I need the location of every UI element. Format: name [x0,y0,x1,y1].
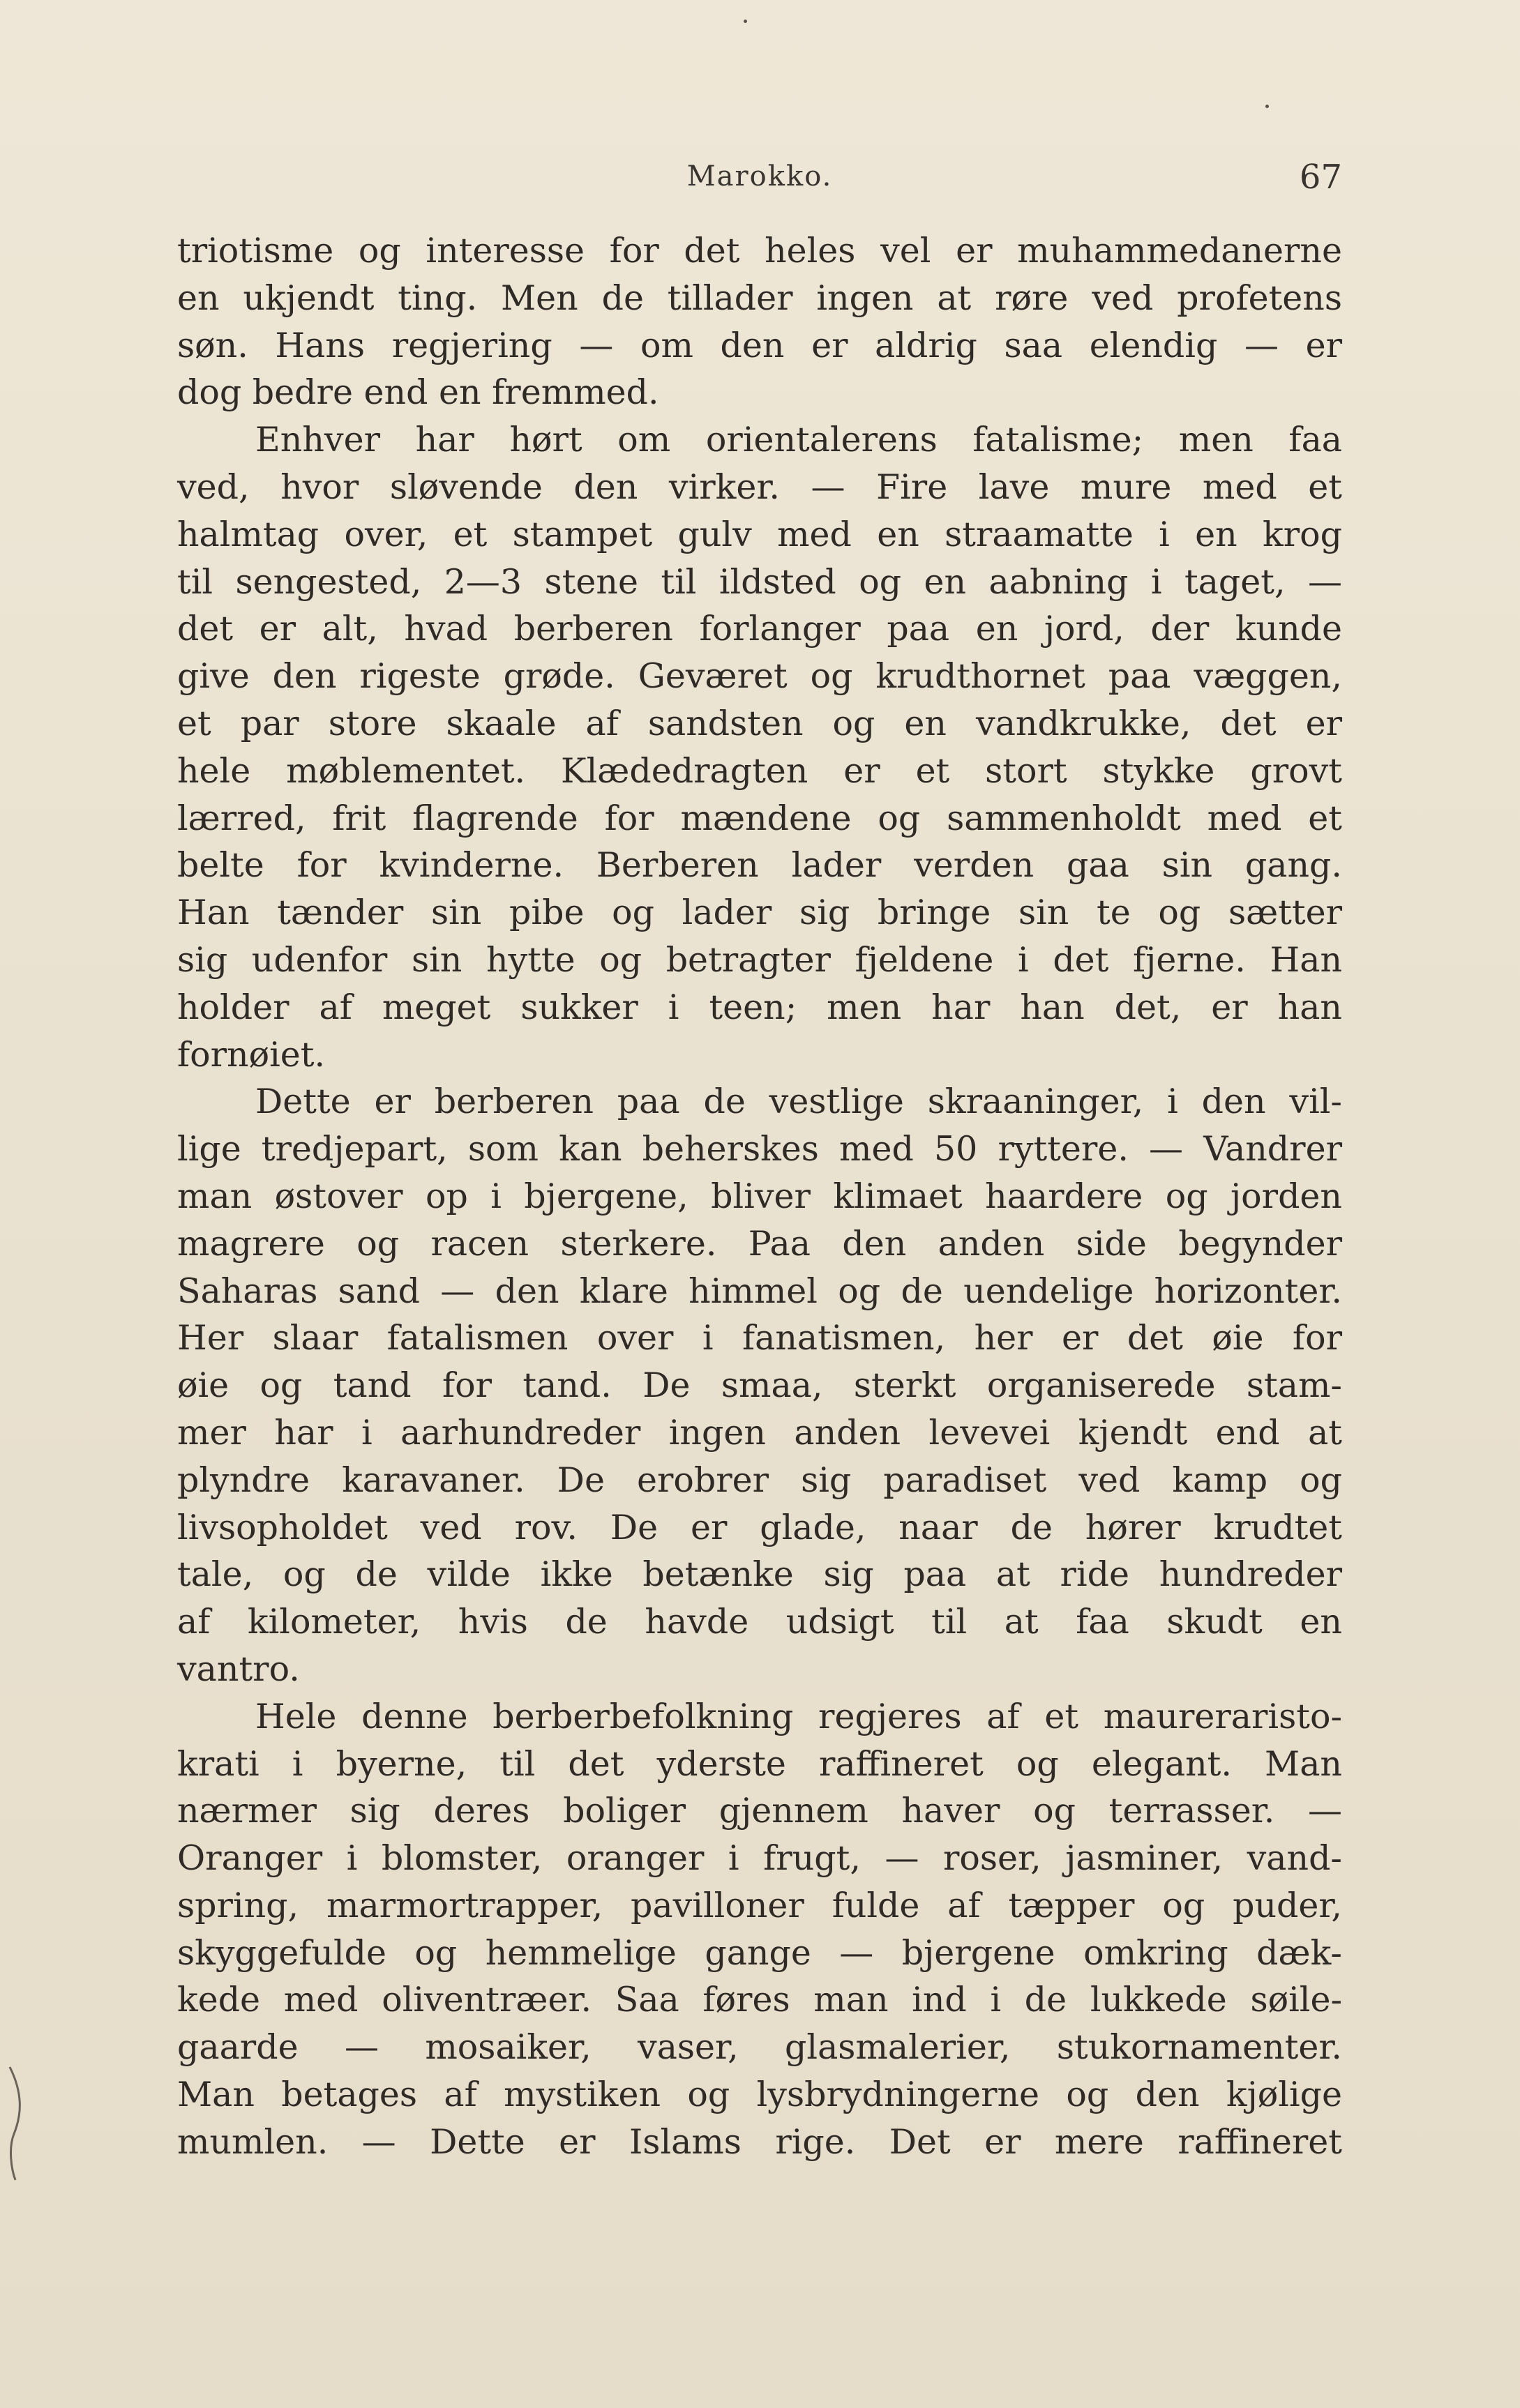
text-line: dog bedre end en fremmed. [177,372,659,413]
text-line: holder af meget sukker i teen; men har han det, er han [177,987,1342,1027]
text-line: vantro. [177,1649,300,1689]
text-line: belte for kvinderne. Berberen lader verden gaa sin gang. [177,845,1342,886]
text-line: af kilometer, hvis de havde udsigt til at faa skudt en [177,1602,1342,1642]
body-text [177,227,1342,2166]
margin-bracket-mark [4,2064,32,2183]
text-line: lige tredjepart, som kan beherskes med 50 ryttere. — Vandrer [177,1129,1342,1169]
text-line: det er alt, hvad berberen forlanger paa en jord, der kunde [177,609,1342,649]
text-line: krati i byerne, til det yderste raffineret og elegant. Man [177,1743,1342,1784]
print-speck [744,20,747,23]
text-line: triotisme og interesse for det heles vel er muhammedanerne [177,231,1342,271]
text-line: Enhver har hørt om orientalerens fatalisme; men faa [255,420,1342,460]
text-line: spring, marmortrapper, pavilloner fulde af tæpper og puder, [177,1885,1342,1925]
text-line: livsopholdet ved rov. De er glade, naar de hører krudtet [177,1507,1342,1547]
print-speck [1265,105,1269,108]
text-line: give den rigeste grøde. Geværet og krudthornet paa væggen, [177,656,1342,697]
text-line: magrere og racen sterkere. Paa den anden side begynder [177,1223,1342,1264]
text-line: ved, hvor sløvende den virker. — Fire lave mure med et [177,467,1342,507]
text-line: sig udenfor sin hytte og betragter fjeldene i det fjerne. Han [177,939,1342,980]
chapter-title: Marokko. [686,160,833,192]
text-line: man østover op i bjergene, bliver klimaet haardere og jorden [177,1176,1342,1216]
text-line: mumlen. — Dette er Islams rige. Det er mere raffineret [177,2121,1342,2162]
text-line: halmtag over, et stampet gulv med en straamatte i en krog [177,514,1342,554]
text-line: Dette er berberen paa de vestlige skraaninger, i den vil- [255,1082,1342,1122]
page-number: 67 [1299,158,1342,197]
text-line: skyggefulde og hemmelige gange — bjergene omkring dæk- [177,1932,1342,1973]
text-line: til sengested, 2—3 stene til ildsted og en aabning i taget, — [177,561,1342,602]
text-line: øie og tand for tand. De smaa, sterkt organiserede stam- [177,1365,1342,1406]
text-line: Oranger i blomster, oranger i frugt, — roser, jasminer, vand- [177,1838,1342,1879]
text-line: kede med oliventræer. Saa føres man ind i de lukkede søile- [177,1980,1342,2020]
text-line: hele møblementet. Klædedragten er et stort stykke grovt [177,750,1342,791]
text-line: søn. Hans regjering — om den er aldrig saa elendig — er [177,325,1342,365]
running-head [177,152,1342,201]
text-line: Her slaar fatalismen over i fanatismen, her er det øie for [177,1318,1342,1358]
text-line: tale, og de vilde ikke betænke sig paa at ride hundreder [177,1554,1342,1595]
text-line: mer har i aarhundreder ingen anden levevei kjendt end at [177,1412,1342,1453]
text-line: Hele denne berberbefolkning regjeres af et maureraristo- [255,1696,1342,1736]
text-line: Han tænder sin pibe og lader sig bringe sin te og sætter [177,893,1342,933]
text-line: en ukjendt ting. Men de tillader ingen at røre ved profetens [177,278,1342,318]
text-line: Saharas sand — den klare himmel og de uendelige horizonter. [177,1271,1342,1311]
text-line: nærmer sig deres boliger gjennem haver og terrasser. — [177,1791,1342,1831]
text-line: plyndre karavaner. De erobrer sig paradiset ved kamp og [177,1460,1342,1500]
text-line: lærred, frit flagrende for mændene og sammenholdt med et [177,798,1342,838]
text-line: Man betages af mystiken og lysbrydningerne og den kjølige [177,2075,1342,2115]
text-line: fornøiet. [177,1034,326,1075]
text-line: et par store skaale af sandsten og en vandkrukke, det er [177,703,1342,743]
text-line: gaarde — mosaiker, vaser, glasmalerier, stukornamenter. [177,2027,1342,2068]
